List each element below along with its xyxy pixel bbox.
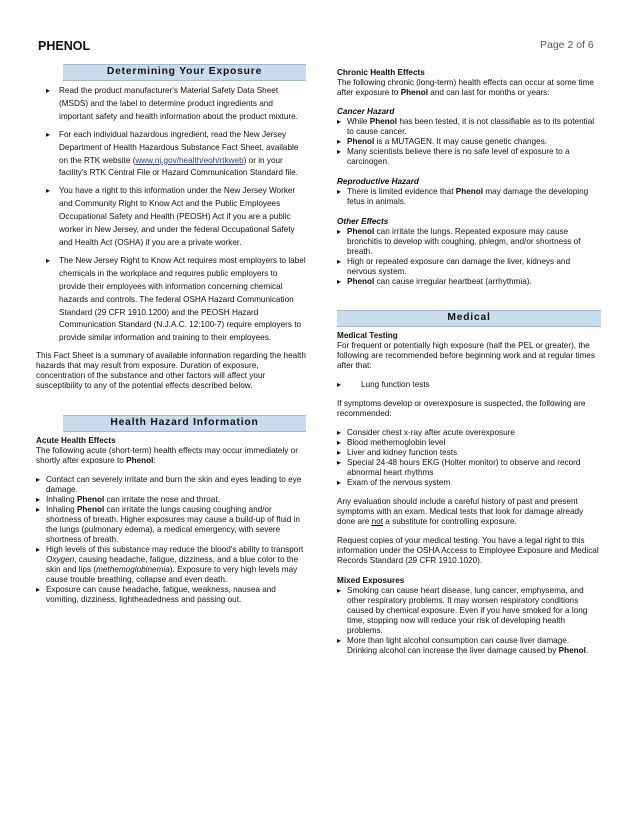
- mixed-exposures-list: [337, 586, 601, 656]
- list-item: ▸ High levels of this substance may reduce the blood's ability to transport Oxygen, causing headache, fatigue, dizziness, and a blue color to the skin and lips (methemoglobinemia). Exposure to very high levels may cause trouble breathing, collapse and even death.: [36, 545, 306, 585]
- list-item: ▸ More than light alcohol consumption can cause liver damage. Drinking alcohol can increase the liver damage caused by Phenol.: [337, 636, 601, 656]
- list-item: ▸ Read the product manufacturer's Material Safety Data Sheet (MSDS) and the label to determine product ingredients and important safety and health information about the product mixture.: [42, 85, 306, 124]
- section-heading-exposure: Determining Your Exposure: [63, 64, 306, 81]
- exposure-list: [36, 85, 306, 345]
- list-item: ▸ Consider chest x-ray after acute overexposure: [337, 428, 601, 438]
- list-item: ▸ For each individual hazardous ingredient, read the New Jersey Department of Health Hazardous Substance Fact Sheet, available on the RTK website (www.nj.gov/health/eoh/rtkweb) or in your facility's RTK Central File or Hazard Communication Standard file.: [42, 129, 306, 181]
- evaluation-paragraph: Any evaluation should include a careful history of past and present symptoms with an exam. Medical tests that look for damage already done are not a substitute for controlling exposure.: [337, 497, 584, 526]
- mixed-exposures-title: Mixed Exposures: [337, 576, 405, 585]
- reproductive-title: Reproductive Hazard: [337, 177, 419, 186]
- list-item: ▸ Phenol is a MUTAGEN. It may cause genetic changes.: [337, 137, 601, 147]
- list-item: ▸ High or repeated exposure can damage the liver, kidneys and nervous system.: [337, 257, 601, 277]
- list-item: ▸ Special 24-48 hours EKG (Holter monitor) to observe and record abnormal heart rhythms: [337, 458, 601, 478]
- list-item: ▸ Phenol can cause irregular heartbeat (arrhythmia).: [337, 277, 601, 287]
- list-item: ▸ Inhaling Phenol can irritate the lungs causing coughing and/or shortness of breath. Higher exposures may cause a build-up of fluid in the lungs (pulmonary edema), a medical emergency, with severe shortness of breath.: [36, 505, 306, 545]
- lung-test-item: ▸ Lung function tests: [337, 380, 430, 389]
- right-column: [337, 64, 601, 656]
- medical-testing-intro: For frequent or potentially high exposure (half the PEL or greater), the following are recommended before beginning work and at regular times after that:: [337, 341, 596, 370]
- list-item: ▸ Inhaling Phenol can irritate the nose and throat.: [36, 495, 306, 505]
- section-heading-medical: Medical: [337, 310, 601, 327]
- summary-paragraph: This Fact Sheet is a summary of available information regarding the health hazards that may result from exposure. Duration of exposure, concentration of the substance and other factors will affect your susceptibility to any of the potential effects described below.: [36, 351, 306, 391]
- chronic-intro: The following chronic (long-term) health effects can occur at some time after exposure to Phenol and can last for months or years:: [337, 78, 594, 97]
- list-item: ▸ The New Jersey Right to Know Act requires most employers to label chemicals in the workplace and requires public employers to provide their employees with information concerning chemical hazards and controls. The federal OSHA Hazard Communication Standard (29 CFR 1910.1200) and the PEOSH Hazard Communication Standard (N.J.A.C. 12:100-7) require employers to provide similar information and training to their employees.: [42, 255, 306, 345]
- page-number: Page 2 of 6: [540, 39, 594, 51]
- list-item: ▸ Many scientists believe there is no safe level of exposure to a carcinogen.: [337, 147, 601, 167]
- list-item: ▸ Phenol can irritate the lungs. Repeated exposure may cause bronchitis to develop with coughing, phlegm, and/or shortness of breath.: [337, 227, 601, 257]
- other-effects-title: Other Effects: [337, 217, 389, 226]
- list-item: ▸ Exposure can cause headache, fatigue, weakness, nausea and vomiting, dizziness, lightheadedness and passing out.: [36, 585, 306, 605]
- list-item: ▸ Blood methemoglobin level: [337, 438, 601, 448]
- list-item: ▸ Liver and kidney function tests: [337, 448, 601, 458]
- rtk-website-link[interactable]: www.nj.gov/health/eoh/rtkweb: [135, 155, 244, 165]
- cancer-list: [337, 117, 601, 167]
- list-item: ▸ Contact can severely irritate and burn the skin and eyes leading to eye damage.: [36, 475, 306, 495]
- request-paragraph: Request copies of your medical testing. You have a legal right to this information under the OSHA Access to Employee Exposure and Medical Records Standard (29 CFR 1910.1020).: [337, 536, 599, 565]
- list-item: ▸ There is limited evidence that Phenol may damage the developing fetus in animals.: [337, 187, 601, 207]
- other-effects-list: [337, 227, 601, 287]
- list-item: ▸ While Phenol has been tested, it is not classifiable as to its potential to cause cancer.: [337, 117, 601, 137]
- acute-title: Acute Health Effects: [36, 436, 116, 446]
- acute-intro: The following acute (short-term) health effects may occur immediately or shortly after exposure to Phenol:: [36, 446, 298, 466]
- symptoms-intro: If symptoms develop or overexposure is suspected, the following are recommended:: [337, 399, 586, 418]
- bullet-icon: ▸: [337, 380, 342, 389]
- list-item: ▸ You have a right to this information under the New Jersey Worker and Community Right to Know Act and the Public Employees Occupational Safety and Health (PEOSH) Act if you are a public worker in New Jersey, and under the federal Occupational Safety and Health Act (OSHA) if you are a private worker.: [42, 185, 306, 250]
- page-title: PHENOL: [38, 39, 91, 53]
- medical-testing-title: Medical Testing: [337, 331, 398, 340]
- acute-list: [36, 475, 306, 605]
- reproductive-list: [337, 187, 601, 207]
- section-heading-health: Health Hazard Information: [63, 415, 306, 432]
- cancer-title: Cancer Hazard: [337, 107, 395, 116]
- medical-tests-list: [337, 428, 601, 488]
- left-column: [36, 64, 306, 605]
- list-item: ▸ Smoking can cause heart disease, lung cancer, emphysema, and other respiratory problems. It may worsen respiratory conditions caused by chemical exposure. Even if you have smoked for a long time, stopping now will reduce your risk of developing health problems.: [337, 586, 601, 636]
- chronic-title: Chronic Health Effects: [337, 68, 425, 77]
- list-item: ▸ Exam of the nervous system: [337, 478, 601, 488]
